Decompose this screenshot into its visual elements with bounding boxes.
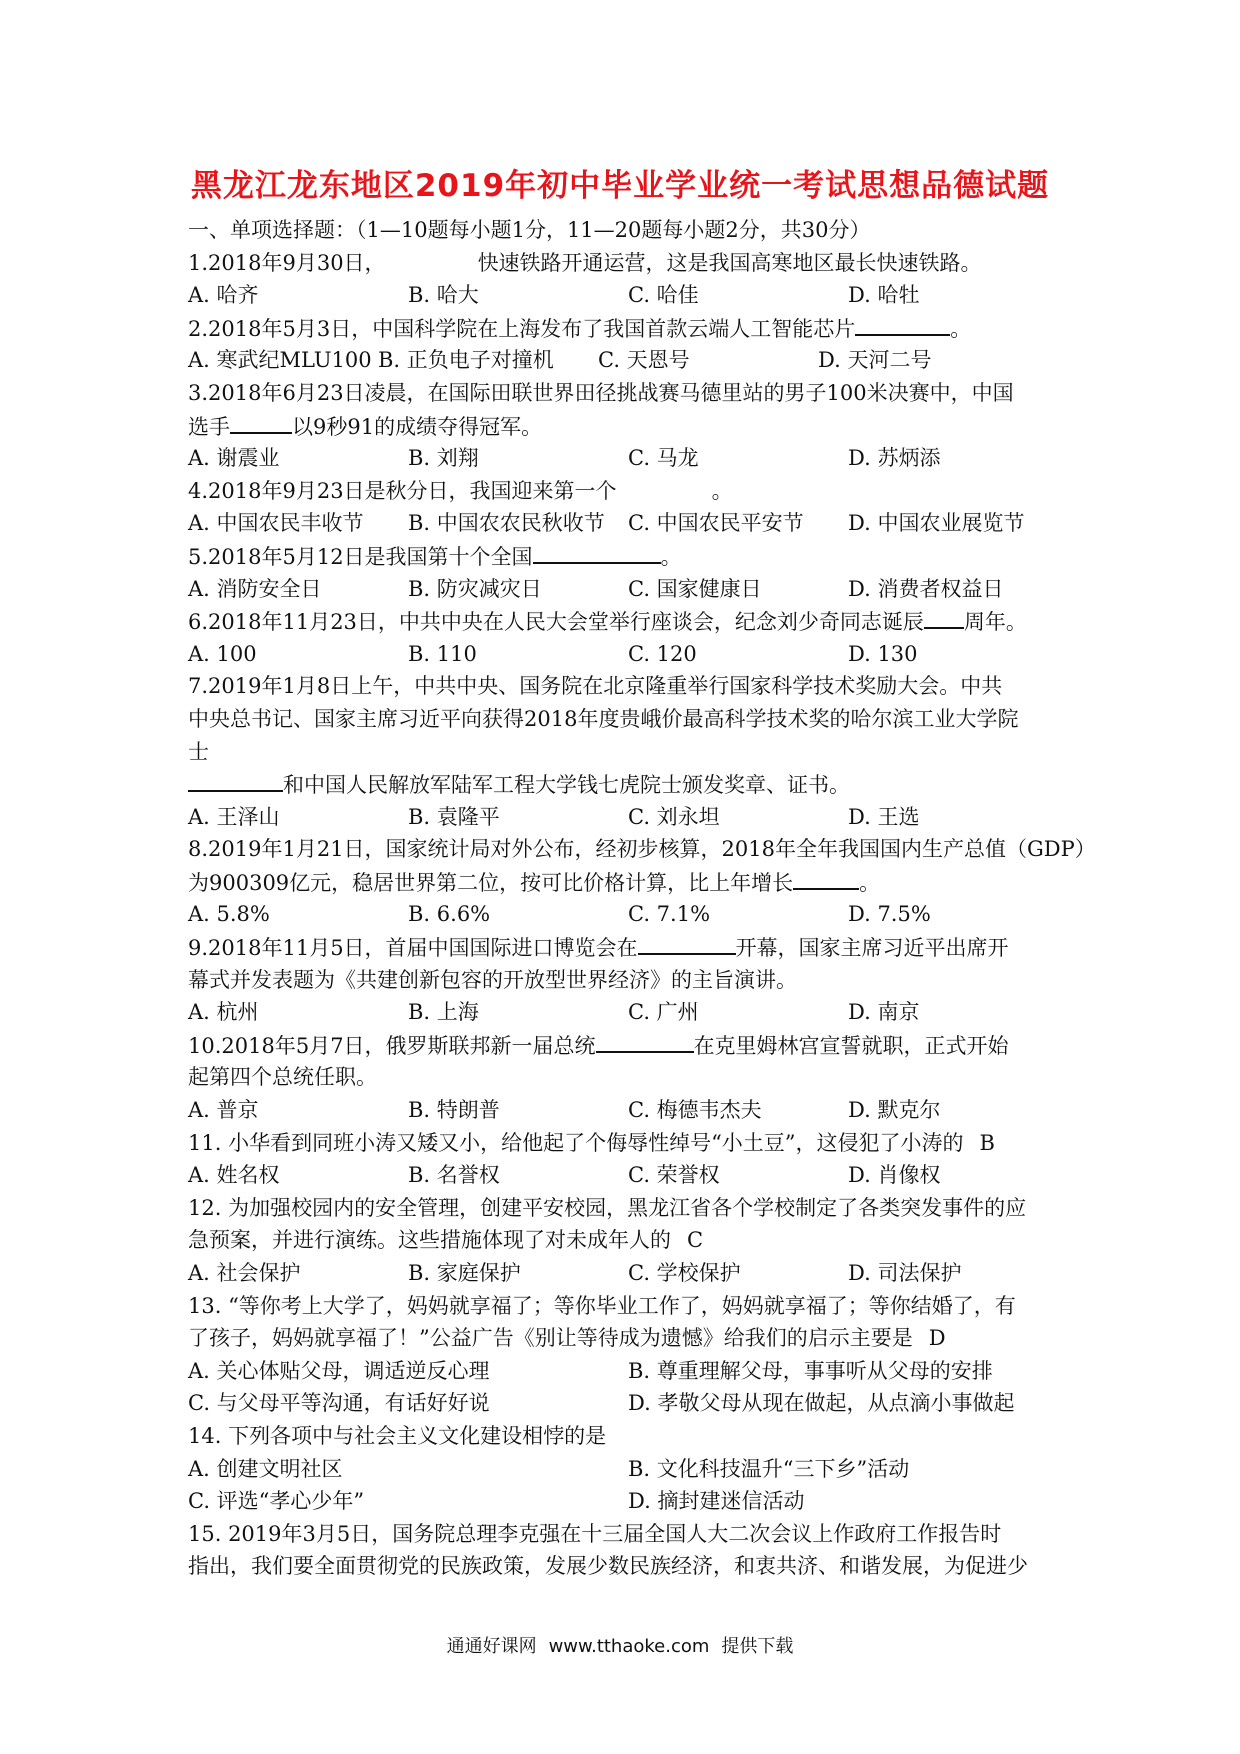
footer-note: 提供下载 — [721, 1636, 794, 1657]
answer-key: D — [928, 1326, 946, 1351]
option-d: D. 苏炳添 — [848, 446, 941, 471]
option-a: A. 5.8% — [188, 902, 270, 927]
option-d: D. 中国农业展览节 — [848, 511, 1025, 536]
option-c: C. 与父母平等沟通，有话好好说 — [188, 1391, 490, 1416]
option-c: C. 评选“孝心少年” — [188, 1489, 365, 1514]
option-d: D. 7.5% — [848, 902, 931, 927]
answer-blank — [230, 410, 292, 434]
option-b: B. 上海 — [408, 1000, 479, 1025]
question-9-stem: 9.2018年11月5日，首届中国国际进口博览会在 开幕，国家主席习近平出席开 — [188, 931, 1068, 964]
question-10-stem-cont: 起第四个总统任职。 — [188, 1065, 377, 1090]
option-b: B. 6.6% — [408, 902, 491, 927]
option-d: D. 摘封建迷信活动 — [628, 1489, 805, 1514]
option-c: C. 天恩号 — [598, 348, 690, 373]
answer-blank — [188, 768, 283, 792]
answer-blank — [638, 931, 736, 955]
option-a: A. 普京 — [188, 1098, 259, 1123]
question-14-options-row2 — [188, 1485, 1068, 1518]
option-c: C. 马龙 — [628, 446, 699, 471]
option-b: B. 名誉权 — [408, 1163, 500, 1188]
option-c: C. 120 — [628, 641, 697, 666]
option-b: B. 刘翔 — [408, 446, 479, 471]
question-15-stem-cont: 指出，我们要全面贯彻党的民族政策，发展少数民族经济，和衷共济、和谐发展，为促进少 — [188, 1554, 1028, 1579]
option-d: D. 默克尔 — [848, 1098, 941, 1123]
question-14-stem: 14. 下列各项中与社会主义文化建设相悖的是 — [188, 1423, 607, 1448]
question-13-stem-cont: 了孩子，妈妈就享福了！”公益广告《别让等待成为遗憾》给我们的启示主要是 D — [188, 1326, 946, 1351]
option-a: A. 社会保护 — [188, 1261, 301, 1285]
option-d: D. 孝敬父母从现在做起，从点滴小事做起 — [628, 1391, 1015, 1416]
question-13-stem: 13. “等你考上大学了，妈妈就享福了；等你毕业工作了，妈妈就享福了；等你结婚了，有 — [188, 1293, 1016, 1318]
question-12-stem-cont: 急预案，并进行演练。这些措施体现了对未成年人的 C — [188, 1228, 704, 1253]
option-b: B. 尊重理解父母，事事听从父母的安排 — [628, 1358, 993, 1383]
question-9-stem-cont: 幕式并发表题为《共建创新包容的开放型世界经济》的主旨演讲。 — [188, 967, 797, 992]
option-b: B. 110 — [408, 641, 477, 666]
question-6-stem: 6.2018年11月23日，中共中央在人民大会堂举行座谈会，纪念刘少奇同志诞辰 周年。 — [188, 605, 1068, 638]
option-a: A. 王泽山 — [188, 804, 280, 829]
option-b: B. 文化科技温升“三下乡”活动 — [628, 1456, 910, 1481]
option-a: A. 中国农民丰收节 — [188, 511, 364, 536]
option-a: A. 创建文明社区 — [188, 1456, 343, 1481]
question-14-options-row1 — [188, 1453, 1068, 1486]
question-1-stem: 1.2018年9月30日， 快速铁路开通运营，这是我国高寒地区最长快速铁路。 — [188, 250, 982, 275]
option-a: A. 姓名权 — [188, 1163, 280, 1188]
option-b: B. 中国农农民秋收节 — [408, 511, 605, 536]
question-3-options — [188, 442, 1068, 475]
option-d: D. 肖像权 — [848, 1163, 941, 1188]
question-10-stem: 10.2018年5月7日，俄罗斯联邦新一届总统 在克里姆林宫宣誓就职，正式开始 — [188, 1029, 1068, 1062]
option-c: C. 梅德韦杰夫 — [628, 1098, 762, 1123]
option-d: D. 王选 — [848, 804, 920, 829]
answer-key: C — [687, 1228, 704, 1253]
option-c: C. 广州 — [628, 1000, 699, 1025]
option-c: C. 哈佳 — [628, 283, 699, 308]
question-6-options — [188, 638, 1068, 671]
question-7-stem-cont: 和中国人民解放军陆军工程大学钱七虎院士颁发奖章、证书。 — [188, 768, 1068, 801]
question-3-stem: 3.2018年6月23日凌晨，在国际田联世界田径挑战赛马德里站的男子100米决赛中，中国 — [188, 380, 1014, 405]
option-b: B. 家庭保护 — [408, 1261, 521, 1285]
question-7-stem-cont: 士 — [188, 739, 209, 764]
question-4-options — [188, 507, 1068, 540]
question-8-stem: 8.2019年1月21日，国家统计局对外公布，经初步核算，2018年全年我国国内生产总值（GDP） — [188, 837, 1096, 862]
option-c: C. 学校保护 — [628, 1261, 741, 1285]
question-5-stem: 5.2018年5月12日是我国第十个全国 。 — [188, 540, 1068, 573]
answer-key: B — [979, 1130, 995, 1155]
question-8-stem-cont: 为900309亿元，稳居世界第二位，按可比价格计算，比上年增长 。 — [188, 866, 1068, 899]
document-title: 黑龙江龙东地区2019年初中毕业学业统一考试思想品德试题 — [190, 168, 1050, 204]
option-c: C. 7.1% — [628, 902, 711, 927]
question-2-options — [188, 344, 1068, 377]
option-d: D. 消费者权益日 — [848, 576, 1004, 601]
option-d: D. 南京 — [848, 1000, 920, 1025]
question-8-options — [188, 898, 1068, 931]
answer-blank — [533, 540, 661, 564]
option-b: B. 袁隆平 — [408, 804, 500, 829]
question-12-stem: 12. 为加强校园内的安全管理，创建平安校园，黑龙江省各个学校制定了各类突发事件的应 — [188, 1195, 1027, 1220]
question-7-stem: 7.2019年1月8日上午，中共中央、国务院在北京隆重举行国家科学技术奖励大会。中共 — [188, 674, 1003, 699]
option-c: C. 刘永坦 — [628, 804, 720, 829]
question-13-options-row2 — [188, 1387, 1068, 1420]
section-heading: 一、单项选择题：（1—10题每小题1分，11—20题每小题2分，共30分） — [188, 218, 871, 242]
question-13-options-row1 — [188, 1355, 1068, 1388]
answer-blank — [596, 1029, 694, 1053]
page-footer — [0, 1632, 1240, 1658]
option-a: A. 寒武纪MLU100 — [188, 348, 372, 373]
question-4-stem: 4.2018年9月23日是秋分日，我国迎来第一个 。 — [188, 478, 733, 503]
question-9-options — [188, 996, 1068, 1029]
answer-blank — [793, 866, 859, 890]
question-10-options — [188, 1094, 1068, 1127]
option-d: D. 天河二号 — [818, 348, 932, 373]
option-b: B. 防灾减灾日 — [408, 576, 542, 601]
option-c: C. 国家健康日 — [628, 576, 762, 601]
question-list — [188, 214, 1096, 1583]
answer-blank — [924, 605, 964, 629]
question-2-stem: 2.2018年5月3日，中国科学院在上海发布了我国首款云端人工智能芯片 。 — [188, 312, 1068, 345]
footer-site-name: 通通好课网 — [446, 1636, 537, 1657]
option-c: C. 荣誉权 — [628, 1163, 720, 1188]
question-11-stem: 11. 小华看到同班小涛又矮又小，给他起了个侮辱性绰号“小土豆”，这侵犯了小涛的 B — [188, 1130, 995, 1155]
question-3-stem-cont: 选手 以9秒91的成绩夺得冠军。 — [188, 410, 1068, 443]
option-d: D. 130 — [848, 641, 918, 666]
option-d: D. 司法保护 — [848, 1261, 962, 1285]
option-a: A. 关心体贴父母，调适逆反心理 — [188, 1358, 490, 1383]
question-15-stem: 15. 2019年3月5日，国务院总理李克强在十三届全国人大二次会议上作政府工作报告时 — [188, 1521, 1002, 1546]
option-d: D. 哈牡 — [848, 283, 920, 308]
option-a: A. 100 — [188, 641, 257, 666]
option-a: A. 消防安全日 — [188, 576, 322, 601]
question-1-options — [188, 279, 1068, 312]
question-12-options — [188, 1257, 1068, 1290]
answer-blank — [855, 312, 950, 336]
option-a: A. 杭州 — [188, 1000, 259, 1025]
option-c: C. 中国农民平安节 — [628, 511, 804, 536]
question-5-options — [188, 573, 1068, 606]
footer-url[interactable]: www.tthaoke.com — [548, 1636, 710, 1657]
question-11-options — [188, 1159, 1068, 1192]
option-b: B. 正负电子对撞机 — [378, 348, 554, 373]
option-a: A. 哈齐 — [188, 283, 259, 308]
option-a: A. 谢震业 — [188, 446, 280, 471]
question-7-options — [188, 801, 1068, 834]
question-7-stem-cont: 中央总书记、国家主席习近平向获得2018年度贵峨价最高科学技术奖的哈尔滨工业大学院 — [188, 706, 1019, 731]
option-b: B. 特朗普 — [408, 1098, 500, 1123]
option-b: B. 哈大 — [408, 283, 479, 308]
